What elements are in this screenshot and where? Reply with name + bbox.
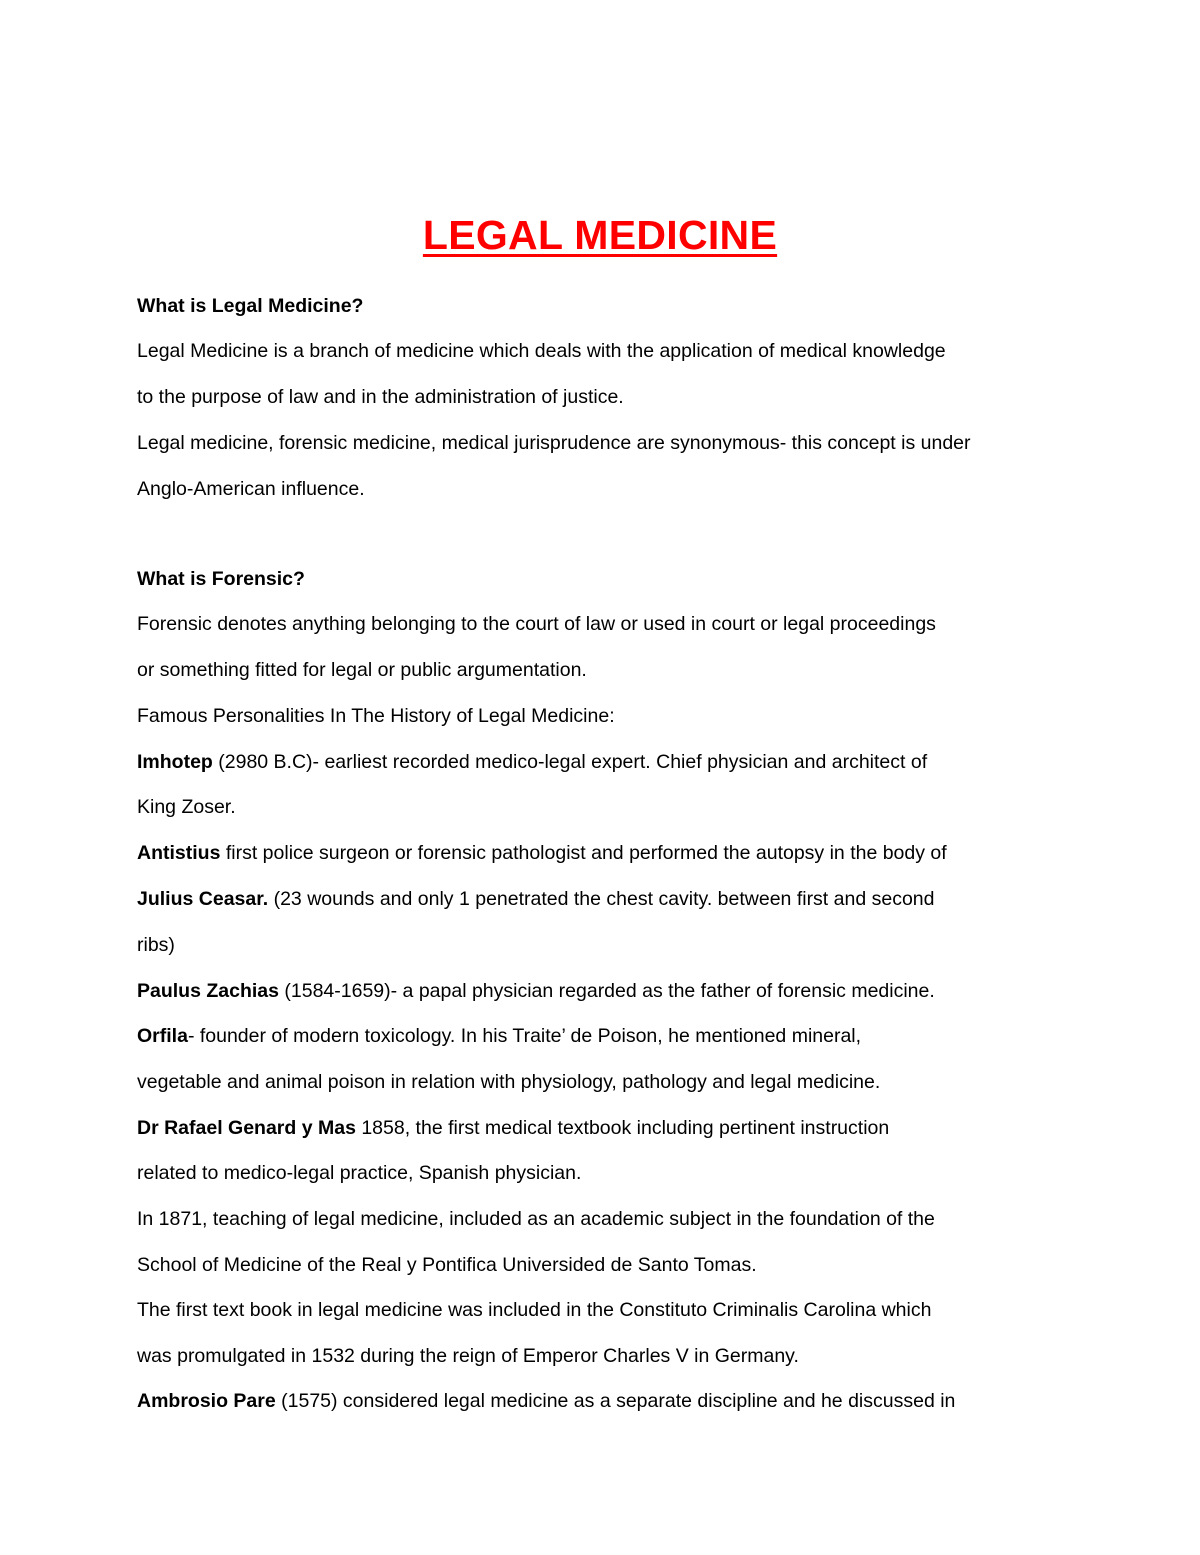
line-text: was promulgated in 1532 during the reign of Emperor Charles V in Germany.	[137, 1345, 799, 1367]
line-text: first police surgeon or forensic pathologist and performed the autopsy in the body of	[220, 842, 947, 864]
line-bold: Orfila	[137, 1025, 188, 1047]
line-bold: Imhotep	[137, 751, 213, 773]
line-text: - founder of modern toxicology. In his Traite’ de Poison, he mentioned mineral,	[187, 1025, 862, 1047]
line-text: ribs)	[137, 934, 175, 956]
line-text: (1584-1659)- a papal physician regarded as the father of forensic medicine.	[278, 980, 935, 1002]
line-bold: Dr Rafael Genard y Mas	[137, 1117, 356, 1139]
line-text: In 1871, teaching of legal medicine, included as an academic subject in the foundation of the	[137, 1208, 935, 1230]
paragraph-line	[137, 979, 1097, 1003]
line-bold: Ambrosio Pare	[137, 1390, 276, 1412]
line-text: King Zoser.	[137, 796, 236, 818]
paragraph-line	[137, 477, 1097, 501]
paragraph-line	[137, 1389, 1097, 1413]
line-text: Legal medicine, forensic medicine, medical jurisprudence are synonymous- this concept is under	[137, 432, 971, 454]
line-text: to the purpose of law and in the administration of justice.	[137, 386, 624, 408]
line-text: (2980 B.C)- earliest recorded medico-legal expert. Chief physician and architect of	[212, 751, 928, 773]
line-text: Legal Medicine is a branch of medicine which deals with the application of medical knowledge	[137, 340, 946, 362]
paragraph-line	[137, 1116, 1097, 1140]
line-bold: What is Forensic?	[137, 568, 305, 590]
paragraph-line	[137, 933, 1097, 957]
paragraph-line	[137, 750, 1097, 774]
line-text: The first text book in legal medicine was included in the Constituto Criminalis Carolina which	[137, 1299, 932, 1321]
paragraph-line	[137, 795, 1097, 819]
paragraph-line	[137, 1070, 1097, 1094]
line-text: School of Medicine of the Real y Pontifica Universided de Santo Tomas.	[137, 1254, 757, 1276]
line-bold: What is Legal Medicine?	[137, 295, 364, 317]
line-text: or something fitted for legal or public argumentation.	[137, 659, 587, 681]
heading-what-is-legal-medicine	[137, 294, 1097, 318]
paragraph-line	[137, 1161, 1097, 1185]
paragraph-line	[137, 887, 1097, 911]
line-text: 1858, the first medical textbook including pertinent instruction	[355, 1117, 890, 1139]
line-bold: Antistius	[137, 842, 221, 864]
line-bold: Paulus Zachias	[137, 980, 279, 1002]
paragraph-line	[137, 704, 1097, 728]
line-text: Anglo-American influence.	[137, 478, 365, 500]
line-text: (23 wounds and only 1 penetrated the chest cavity. between first and second	[268, 888, 935, 910]
line-text: Famous Personalities In The History of Legal Medicine:	[137, 705, 615, 727]
paragraph-line	[137, 612, 1097, 636]
line-bold: Julius Ceasar.	[137, 888, 269, 910]
line-text: Forensic denotes anything belonging to the court of law or used in court or legal proceedings	[137, 613, 936, 635]
paragraph-line	[137, 339, 1097, 363]
paragraph-line	[137, 1298, 1097, 1322]
paragraph-line	[137, 385, 1097, 409]
paragraph-line	[137, 1024, 1097, 1048]
document-title-text: LEGAL MEDICINE	[422, 212, 778, 258]
paragraph-line	[137, 658, 1097, 682]
paragraph-line	[137, 1253, 1097, 1277]
line-text: vegetable and animal poison in relation with physiology, pathology and legal medicine.	[137, 1071, 881, 1093]
document-title	[0, 212, 1200, 259]
line-text: (1575) considered legal medicine as a separate discipline and he discussed in	[275, 1390, 956, 1412]
paragraph-line	[137, 431, 1097, 455]
heading-what-is-forensic	[137, 567, 1097, 591]
line-text: related to medico-legal practice, Spanish physician.	[137, 1162, 582, 1184]
paragraph-line	[137, 1207, 1097, 1231]
paragraph-line	[137, 1344, 1097, 1368]
paragraph-line	[137, 841, 1097, 865]
